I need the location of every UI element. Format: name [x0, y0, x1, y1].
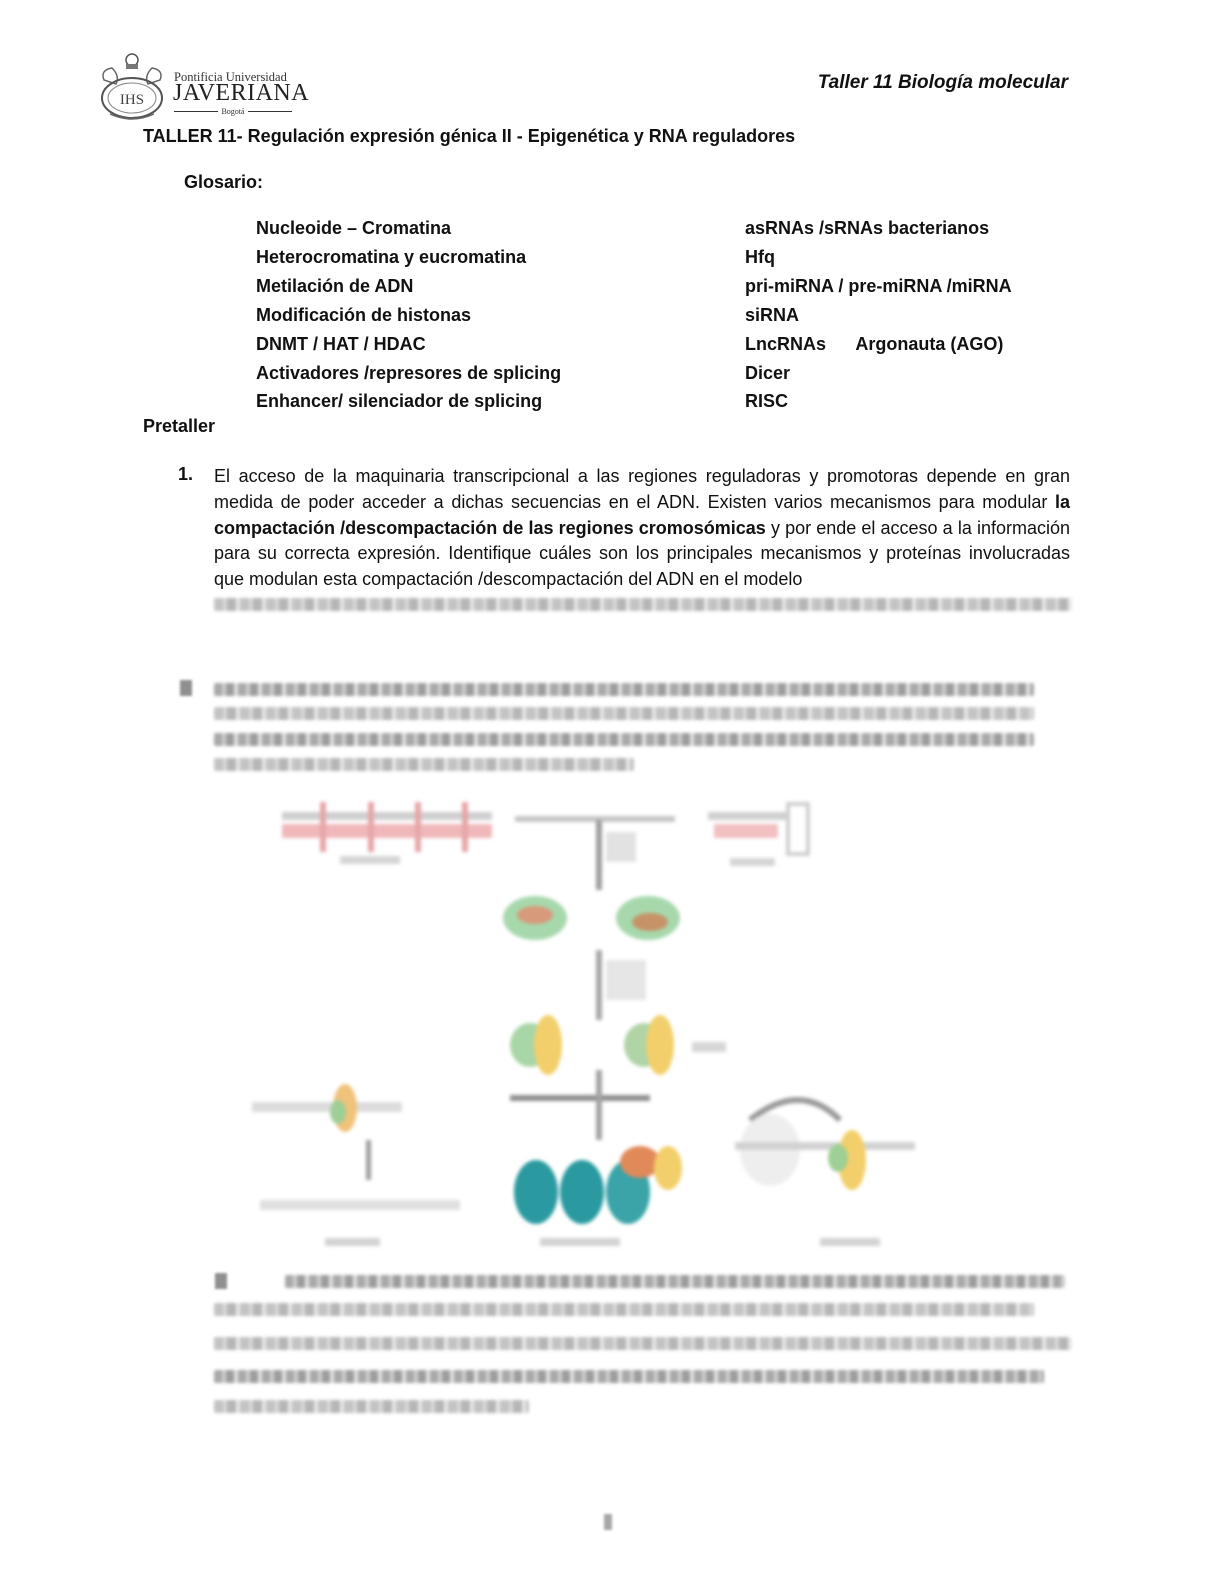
label-placeholder — [606, 832, 636, 862]
arrow-line — [596, 820, 602, 890]
ago-complex-yellow — [654, 1146, 682, 1190]
glossary-term: Modificación de histonas — [256, 304, 472, 325]
ago-complex-yellow — [534, 1015, 562, 1075]
obscured-question-number — [215, 1273, 227, 1289]
obscured-text-line — [214, 1337, 1072, 1350]
institution-line1: Pontificia Universidad — [174, 70, 287, 84]
label-placeholder — [730, 858, 775, 866]
institution-city-row — [174, 105, 292, 117]
institution-name: JAVERIANA — [173, 80, 310, 106]
label-placeholder — [692, 1042, 726, 1052]
glossary-heading: Glosario: — [184, 172, 264, 192]
label-placeholder — [820, 1238, 880, 1246]
question-1-text — [214, 464, 1070, 593]
ago-complex — [330, 1100, 346, 1124]
label-placeholder — [540, 1238, 620, 1246]
hairpin-loop — [788, 804, 808, 854]
glossary-term: LncRNAs Argonauta (AGO) — [745, 333, 1004, 354]
section-heading: Pretaller — [143, 416, 216, 436]
rna-strand-red — [714, 824, 778, 838]
obscured-text-line — [214, 733, 1034, 746]
arrow-line — [510, 1095, 650, 1101]
label-placeholder — [606, 960, 646, 1000]
arrow-line — [515, 816, 675, 822]
glossary-right-column — [745, 214, 1012, 416]
glossary-left-column — [256, 214, 561, 416]
ago-complex — [828, 1144, 848, 1172]
mrna-strand — [735, 1142, 915, 1150]
ago-complex-yellow — [646, 1015, 674, 1075]
institution-city: Bogotá — [221, 106, 245, 116]
running-title: Taller 11 Biología molecular — [817, 72, 1068, 93]
nucleosome — [560, 1160, 604, 1224]
nucleosome — [514, 1160, 558, 1224]
glossary-term: Hfq — [745, 246, 775, 267]
university-crest-icon — [96, 50, 168, 122]
obscured-text-line — [214, 598, 1072, 611]
question-text-bold: la compactación /descompactación de las regiones cromosómicas — [214, 491, 1070, 538]
obscured-text-line — [214, 707, 1034, 720]
diagram-graphic — [240, 790, 940, 1260]
glossary-term: Nucleoide – Cromatina — [256, 218, 452, 238]
divider — [174, 111, 218, 112]
dicer-core — [517, 906, 553, 924]
rna-strand — [708, 812, 788, 820]
arrow-line — [596, 950, 602, 1020]
obscured-text-line — [214, 1303, 1034, 1316]
document-title: TALLER 11- Regulación expresión génica II - Epigenética y RNA reguladores — [143, 126, 796, 146]
obscured-text-line — [285, 1275, 1065, 1288]
obscured-text-line — [214, 683, 1034, 696]
glossary-term: Dicer — [745, 362, 791, 383]
obscured-page-number — [604, 1514, 612, 1530]
glossary-term: Heterocromatina y eucromatina — [256, 246, 527, 267]
dicer-core — [632, 913, 668, 931]
obscured-text-line — [214, 1400, 529, 1413]
arrow-line — [366, 1140, 371, 1180]
obscured-rna-pathway-diagram — [240, 790, 940, 1260]
rna-strand — [282, 812, 492, 820]
chromatin-modifier — [620, 1146, 660, 1178]
glossary-term: Activadores /represores de splicing — [256, 362, 562, 383]
question-number: 1. — [178, 464, 194, 484]
label-placeholder — [325, 1238, 380, 1246]
university-logo — [96, 50, 310, 122]
divider — [248, 111, 292, 112]
mrna-strand — [252, 1102, 402, 1112]
obscured-text-line — [214, 1370, 1044, 1383]
crest-letters: IHS — [119, 92, 145, 108]
cleaved-mrna — [260, 1200, 460, 1210]
glossary-term: RISC — [745, 391, 789, 412]
label-placeholder — [340, 856, 400, 864]
glossary-term: siRNA — [745, 304, 800, 325]
question-text: y por ende el acceso a la información para su correcta expresión. Identifique cuáles son los principales mecanismos y proteínas involucradas que modulan esta compactación /descompactación del ADN en el modelo — [214, 517, 1070, 590]
question-text: El acceso de la maquinaria transcripcional a las regiones reguladoras y promotoras depende en gran medida de poder acceder a dichas secuencias en el ADN. Existen varios mecanismos para modular — [214, 466, 1070, 512]
arrow-line — [596, 1070, 602, 1140]
obscured-text-line — [214, 758, 634, 771]
rna-strand-red — [282, 824, 492, 838]
glossary-term: Metilación de ADN — [256, 275, 414, 296]
glossary-term: asRNAs /sRNAs bacterianos — [745, 218, 990, 238]
obscured-question-number — [180, 680, 192, 696]
glossary-term: DNMT / HAT / HDAC — [256, 333, 426, 354]
glossary-term: pri-miRNA / pre-miRNA /miRNA — [745, 275, 1012, 296]
glossary-term: Enhancer/ silenciador de splicing — [256, 391, 543, 412]
